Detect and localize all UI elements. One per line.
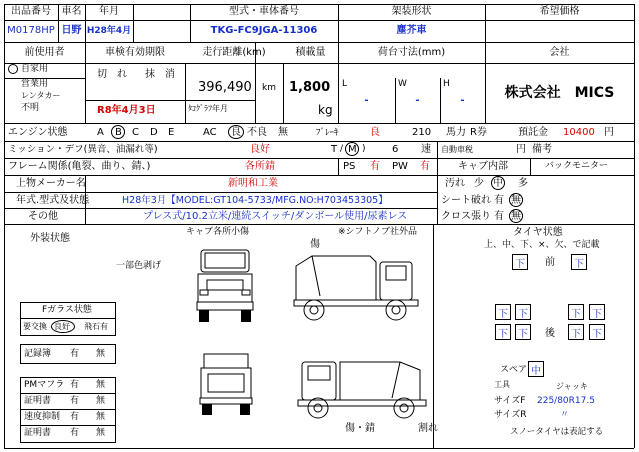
size-f-value: 225/80R17.5 [537,396,595,406]
inspection-date: R8年4月3日 [97,105,156,116]
header-model: 型式・車体番号 [229,6,299,17]
upper-year-label: 年式.型式及状態 [16,195,90,206]
dirt-option: 中 [493,178,503,189]
mileage-unit: km [262,83,276,93]
cloth-label: クロス張り [441,211,491,222]
company-name: 株式会社 MICS [504,85,615,101]
tire-title: タイヤ状態 [513,227,563,238]
docs-no: 無 [96,412,106,422]
prev-use-selected-mark [8,64,18,74]
docs-no: 無 [96,380,106,390]
spare-value: 中 [528,361,544,377]
docs-label: 証明書 [24,428,52,438]
mission-speed-unit: 速 [421,144,431,155]
engine-label: エンジン状態 [8,127,68,138]
truck-left-view [292,252,422,322]
shift-knob-note: ※シフトノブ社外品 [338,227,418,237]
ac-option: 不良 [247,127,267,138]
docs-yes: 有 [70,380,80,390]
mileage-header: 走行距離(km) [202,46,266,58]
tire-rear-3: 下 [568,304,584,320]
dirt-option: 少 [474,178,484,189]
docs-label: 速度抑制 [24,412,61,422]
horsepower-value: 210 [412,127,432,138]
mission-value: 良好 [250,144,270,155]
maker-value: 日野 [61,25,82,36]
prev-use-option: レンタカー [21,91,61,100]
crack-note: 割れ [418,423,438,434]
glass-option: 良好 [54,322,70,331]
engine-grade: E [168,127,175,138]
prev-use-option: 営業用 [21,79,49,89]
prev-use-option: 自家用 [21,64,49,74]
cargo-h-value: - [460,95,465,106]
year-value: H28年4月 [86,25,132,36]
docs-label: 証明書 [24,396,52,406]
docs-yes: 有 [70,428,80,438]
auto-tax-label: 自動車税 [441,145,473,154]
ps-value: 有 [370,161,380,172]
brake-label: ﾌﾞﾚｰｷ [316,128,339,138]
header-stock-no: 出品番号 [11,6,51,17]
inspection-header: 車検有効期限 [105,46,165,58]
other-value: プレス式/10.2立米/連続スイッチ/ダンボール使用/尿素レス [143,211,408,222]
engine-grade: C [132,127,139,138]
frame-value: 各所錆 [245,161,275,172]
tire-rear-8: 下 [589,324,605,340]
cab-interior-label: キャブ内部 [458,161,508,172]
dirt-option: 多 [518,178,528,189]
mission-t-label: T [331,144,338,155]
tacho-label: ﾀｺｸﾞﾗﾌ年月 [188,104,228,113]
scratch-note: 傷 [310,239,320,250]
size-f-label: サイズF [494,396,526,406]
tire-rear-1: 下 [495,304,511,320]
ac-option: 無 [278,127,288,138]
cargo-h-label: H [443,79,450,89]
tire-rear-5: 下 [495,324,511,340]
snow-note: スノータイヤは表記する [510,427,604,437]
other-label: その他 [28,211,58,222]
docs-no: 無 [96,349,106,359]
header-price: 希望価格 [539,6,580,17]
docs-no: 無 [96,396,106,406]
cloth-option: 有 [494,211,504,222]
truck-right-view [296,354,430,420]
horsepower-label: 馬力 [446,127,466,138]
deposit-value: 10400 [563,127,595,138]
deposit-label: 預託金 [518,127,548,138]
cargo-w-label: W [398,79,407,89]
brake-value: 良 [370,127,380,138]
docs-yes: 有 [70,412,80,422]
upper-year-value: H28年3月【MODEL:GT104-5733/MFG.NO:H703453305】 [122,195,388,206]
upper-maker-value: 新明和工業 [228,178,278,189]
upper-maker-label: 上物メーカー名 [16,178,86,189]
deposit-unit: 円 [604,127,614,138]
capacity-value: 1,800 [289,80,331,95]
prev-use-header: 前使用者 [24,46,65,58]
docs-no: 無 [96,428,106,438]
docs-yes: 有 [70,349,80,359]
seat-label: シート破れ [441,195,491,206]
capacity-unit: kg [318,103,333,117]
seat-option: 無 [511,195,521,206]
header-maker: 車名 [61,6,82,17]
cab-damage-note: キャブ各所小傷 [186,227,250,237]
ac-option: 良 [231,127,241,138]
tire-legend: 上、中、下、×、欠、で記載 [484,240,600,250]
inspection-deregistered: 抹 消 [145,69,175,80]
docs-label: 記録簿 [24,349,52,359]
docs-label: PMマフラ [24,380,65,390]
jack-label: ジャッキ [556,382,588,391]
prev-use-option: 不明 [21,103,40,113]
tire-front-right: 下 [571,254,587,270]
back-monitor-label: バックモニター [545,161,609,171]
header-year: 年月 [99,6,119,17]
ps-label: PS [343,161,356,172]
exterior-title: 外装状態 [30,233,70,244]
engine-grade: D [150,127,158,138]
cargo-l-label: L [342,79,348,89]
mission-gears: 6 [392,144,399,155]
cargo-l-value: - [364,95,369,106]
cargo-w-value: - [415,95,420,106]
size-r-label: サイズR [494,410,527,420]
frame-label: フレーム関係(亀裂、曲り、錆、) [8,161,151,172]
r-ticket-label: R券 [470,127,487,138]
seat-option: 有 [494,195,504,206]
tire-front-label: 前 [545,257,555,268]
ac-label: AC [203,127,217,138]
cloth-option: 無 [511,211,521,222]
inspection-expired: 切 れ [97,69,127,80]
tire-rear-4: 下 [589,304,605,320]
stock-no-value: M0178HP [7,25,55,36]
header-body-type: 架装形状 [391,6,432,17]
tire-rear-2: 下 [515,304,531,320]
tire-rear-label: 後 [545,328,555,339]
docs-yes: 有 [70,396,80,406]
mileage-value: 396,490 [198,80,252,95]
pw-value: 有 [420,161,430,172]
engine-grade: A [97,127,104,138]
model-value: TKG-FC9JGA-11306 [210,25,318,36]
dirt-label: 汚れ [445,178,465,189]
truck-front-view [195,244,255,324]
pw-label: PW [392,161,408,172]
mission-m-label: M [348,144,357,155]
mission-label: ミッション・デフ(異音、油漏れ等) [8,144,158,155]
tire-rear-6: 下 [515,324,531,340]
engine-grade: B [115,127,122,138]
tire-rear-7: 下 [568,324,584,340]
rust-scratch-note: 傷・錆 [345,423,375,434]
company-header: 会社 [549,46,570,58]
spare-label: スペア [500,365,528,375]
glass-option: 要交換 [23,322,47,331]
tire-front-left: 下 [512,254,528,270]
paint-note: 一部色剥げ [116,261,162,271]
body-type-value: 塵芥車 [396,25,427,36]
auto-tax-unit: 円 [516,144,526,155]
truck-rear-view [198,352,254,416]
cargo-header: 荷台寸法(mm) [377,46,446,58]
glass-option: 飛石有 [84,322,108,331]
tool-label: 工具 [494,380,510,389]
capacity-header: 積載量 [295,46,326,58]
notes-label: 備考 [532,144,552,155]
size-r-value: 〃 [560,410,570,420]
glass-title: Fガラス状態 [42,305,92,315]
